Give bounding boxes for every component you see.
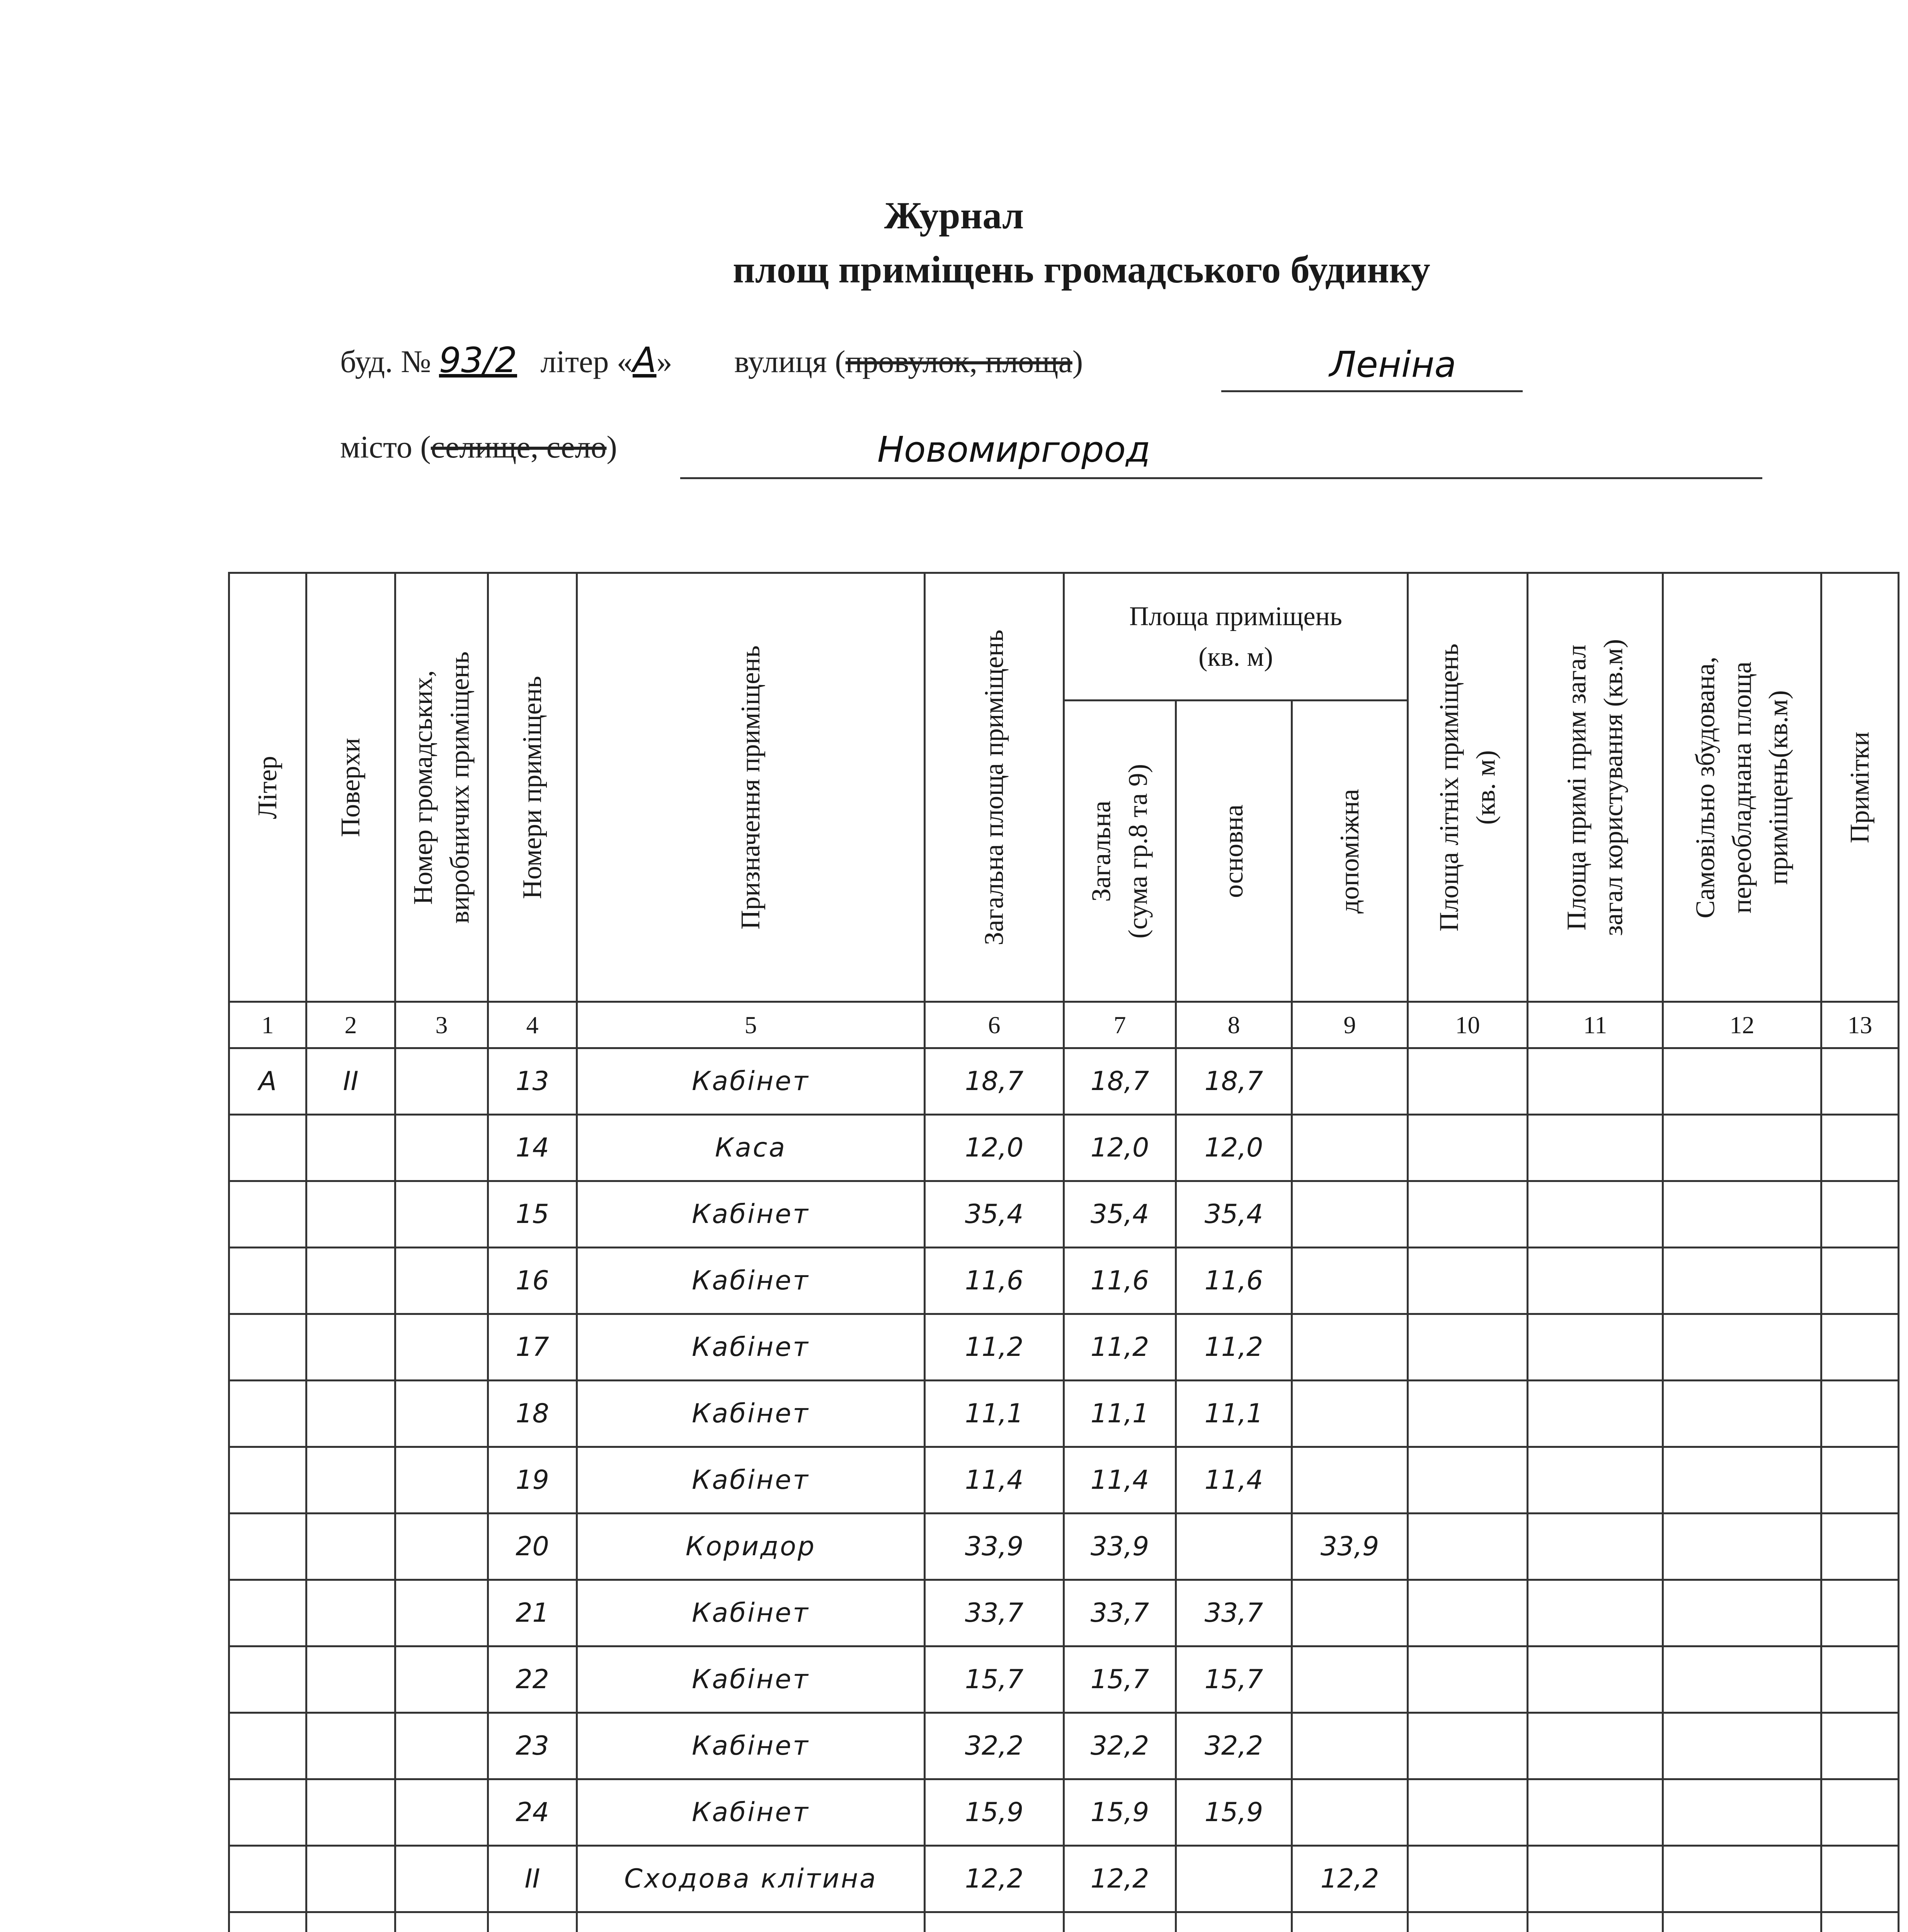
- notes-cell: [1821, 1514, 1899, 1580]
- room-number-cell: 18: [488, 1381, 577, 1447]
- public-room-cell: [395, 1580, 488, 1646]
- area-sum-cell: 32,2: [1064, 1713, 1176, 1779]
- floor-cell: [306, 1514, 395, 1580]
- unauth-area-cell: [1663, 1779, 1821, 1846]
- header-area-total: [1083, 764, 1156, 939]
- total-area-cell: 33,9: [925, 1514, 1064, 1580]
- header-area-aux: допоміжна: [1334, 789, 1365, 913]
- area-main-cell: 35,4: [1176, 1181, 1292, 1248]
- area-aux-cell: [1292, 1713, 1408, 1779]
- common-area-cell: [1528, 1115, 1663, 1181]
- table-row: [229, 1048, 1899, 1115]
- liter-cell: [229, 1381, 306, 1447]
- notes-cell: [1821, 1181, 1899, 1248]
- room-purpose-cell: Кабінет: [577, 1447, 925, 1514]
- common-area-cell: [1528, 1314, 1663, 1381]
- notes-cell: [1821, 1779, 1899, 1846]
- column-number: 12: [1663, 1002, 1821, 1048]
- area-sum-cell: 11,6: [1064, 1248, 1176, 1314]
- room-number-cell: 16: [488, 1248, 577, 1314]
- table-row: [229, 1447, 1899, 1514]
- area-total-line1: Загальна: [1086, 800, 1116, 902]
- notes-cell: [1821, 1580, 1899, 1646]
- public-room-cell: [395, 1381, 488, 1447]
- public-room-cell: [395, 1779, 488, 1846]
- liter-cell: [229, 1713, 306, 1779]
- summer-area-cell: [1408, 1779, 1528, 1846]
- table-row: [229, 1846, 1899, 1912]
- area-aux-cell: [1292, 1314, 1408, 1381]
- common-area-cell: [1528, 1381, 1663, 1447]
- table-row: [229, 1713, 1899, 1779]
- summer-area-cell: [1408, 1248, 1528, 1314]
- column-number: 4: [488, 1002, 577, 1048]
- room-number-cell: 15: [488, 1181, 577, 1248]
- unauth-area-cell: [1663, 1713, 1821, 1779]
- public-room-cell: [395, 1314, 488, 1381]
- liter-cell: [229, 1646, 306, 1713]
- unauth-area-cell: [1663, 1181, 1821, 1248]
- area-main-cell: 12,0: [1176, 1115, 1292, 1181]
- liter-cell: [229, 1779, 306, 1846]
- column-number: 11: [1528, 1002, 1663, 1048]
- city-underline: [680, 477, 1762, 479]
- summer-area-cell: [1408, 1115, 1528, 1181]
- liter-value: А: [632, 340, 657, 381]
- total-area-cell: 18,7: [925, 1048, 1064, 1115]
- floor-cell: [306, 1314, 395, 1381]
- unauth-area-cell: [1663, 1447, 1821, 1514]
- room-number-cell: 19: [488, 1447, 577, 1514]
- room-purpose-cell: Сходова клітина: [577, 1846, 925, 1912]
- room-purpose-cell: Коридор: [577, 1514, 925, 1580]
- room-purpose-cell: Кабінет: [577, 1381, 925, 1447]
- header-summer-area: [1431, 643, 1504, 931]
- area-aux-cell: 33,9: [1292, 1514, 1408, 1580]
- liter-cell: [229, 1846, 306, 1912]
- area-aux-cell: [1292, 1048, 1408, 1115]
- table-row: [229, 1646, 1899, 1713]
- area-main-cell: 15,7: [1176, 1646, 1292, 1713]
- total-area-cell: 33,7: [925, 1580, 1064, 1646]
- summer-area-cell: [1408, 1048, 1528, 1115]
- common-area-cell: [1528, 1779, 1663, 1846]
- unauth-area-cell: [1663, 1646, 1821, 1713]
- area-main-cell: 11,4: [1176, 1447, 1292, 1514]
- notes-cell: [1821, 1248, 1899, 1314]
- document-subtitle: площ приміщень громадського будинку: [733, 248, 1430, 291]
- room-purpose-cell: Кабінет: [577, 1048, 925, 1115]
- table-row: [229, 1514, 1899, 1580]
- summer-area-cell: [1408, 1580, 1528, 1646]
- summer-area-cell: [1408, 1314, 1528, 1381]
- notes-cell: [1821, 1115, 1899, 1181]
- floor-cell: [306, 1447, 395, 1514]
- notes-cell: [1821, 1846, 1899, 1912]
- total-area-cell: 11,6: [925, 1248, 1064, 1314]
- common-area-cell: [1528, 1580, 1663, 1646]
- unauth-area-cell: [1663, 1381, 1821, 1447]
- summer-area-line2: (кв. м): [1471, 750, 1501, 825]
- header-floors: Поверхи: [335, 738, 366, 837]
- bud-value: 93/2: [439, 340, 517, 381]
- floor-cell: [306, 1248, 395, 1314]
- area-main-cell: 18,7: [1176, 1048, 1292, 1115]
- table-row: [229, 1779, 1899, 1846]
- area-aux-cell: [1292, 1181, 1408, 1248]
- area-main-cell: 11,1: [1176, 1381, 1292, 1447]
- column-number: 7: [1064, 1002, 1176, 1048]
- unauth-area-cell: [1663, 1514, 1821, 1580]
- room-number-cell: 17: [488, 1314, 577, 1381]
- area-aux-cell: [1292, 1779, 1408, 1846]
- room-number-cell: 24: [488, 1779, 577, 1846]
- header-liter: Літер: [252, 755, 283, 819]
- room-purpose-cell: Каса: [577, 1115, 925, 1181]
- common-area-cell: [1528, 1248, 1663, 1314]
- empty-row: [229, 1912, 1899, 1932]
- area-group-title: Площа приміщень: [1129, 601, 1342, 631]
- table-row: [229, 1115, 1899, 1181]
- liter-label: літер «: [540, 344, 633, 379]
- total-area-cell: 12,0: [925, 1115, 1064, 1181]
- header-common-use-area: [1559, 639, 1632, 936]
- room-purpose-cell: Кабінет: [577, 1181, 925, 1248]
- header-public-rooms-number: Номер громадських, виробничих приміщень: [408, 651, 475, 923]
- floor-cell: [306, 1381, 395, 1447]
- public-room-cell: [395, 1713, 488, 1779]
- room-number-cell: 13: [488, 1048, 577, 1115]
- unauth-area-cell: [1663, 1314, 1821, 1381]
- total-area-cell: 32,2: [925, 1713, 1064, 1779]
- total-area-cell: 35,4: [925, 1181, 1064, 1248]
- area-sum-cell: 12,0: [1064, 1115, 1176, 1181]
- header-notes: Примітки: [1845, 731, 1875, 843]
- areas-table: [228, 572, 1899, 1932]
- liter-close: »: [656, 344, 672, 379]
- unauth-area-cell: [1663, 1580, 1821, 1646]
- header-area-main: основна: [1219, 804, 1249, 898]
- public-room-cell: [395, 1181, 488, 1248]
- common-area-cell: [1528, 1713, 1663, 1779]
- column-numbers-row: [229, 1002, 1899, 1048]
- area-sum-cell: 18,7: [1064, 1048, 1176, 1115]
- floor-cell: [306, 1115, 395, 1181]
- liter-cell: А: [229, 1048, 306, 1115]
- room-number-cell: 20: [488, 1514, 577, 1580]
- room-number-cell: II: [488, 1846, 577, 1912]
- column-number: 10: [1408, 1002, 1528, 1048]
- summer-area-cell: [1408, 1846, 1528, 1912]
- room-purpose-cell: Кабінет: [577, 1314, 925, 1381]
- floor-cell: [306, 1846, 395, 1912]
- street-underline: [1221, 390, 1523, 392]
- table-row: [229, 1381, 1899, 1447]
- area-aux-cell: [1292, 1248, 1408, 1314]
- notes-cell: [1821, 1381, 1899, 1447]
- common-area-line2: загал користування (кв.м): [1598, 639, 1628, 936]
- header-area-group: [1064, 573, 1408, 701]
- area-main-cell: 32,2: [1176, 1713, 1292, 1779]
- common-area-cell: [1528, 1447, 1663, 1514]
- area-sum-cell: 33,9: [1064, 1514, 1176, 1580]
- city-line: [340, 429, 617, 465]
- area-main-cell: 33,7: [1176, 1580, 1292, 1646]
- street-value: Леніна: [1329, 344, 1457, 385]
- area-aux-cell: [1292, 1447, 1408, 1514]
- building-line: [340, 340, 1083, 381]
- room-number-cell: 21: [488, 1580, 577, 1646]
- summer-area-line1: Площа літніх приміщень: [1434, 643, 1464, 932]
- floor-cell: [306, 1713, 395, 1779]
- liter-cell: [229, 1447, 306, 1514]
- public-room-cell: [395, 1646, 488, 1713]
- column-number: 8: [1176, 1002, 1292, 1048]
- common-area-cell: [1528, 1514, 1663, 1580]
- liter-cell: [229, 1181, 306, 1248]
- area-aux-cell: 12,2: [1292, 1846, 1408, 1912]
- summer-area-cell: [1408, 1447, 1528, 1514]
- room-number-cell: 22: [488, 1646, 577, 1713]
- liter-cell: [229, 1248, 306, 1314]
- floor-cell: [306, 1181, 395, 1248]
- common-area-cell: [1528, 1048, 1663, 1115]
- area-aux-cell: [1292, 1115, 1408, 1181]
- common-area-cell: [1528, 1646, 1663, 1713]
- area-main-cell: [1176, 1514, 1292, 1580]
- floor-cell: [306, 1580, 395, 1646]
- notes-cell: [1821, 1713, 1899, 1779]
- common-area-cell: [1528, 1846, 1663, 1912]
- column-number: 3: [395, 1002, 488, 1048]
- area-group-unit: (кв. м): [1198, 642, 1273, 672]
- document-title: Журнал: [884, 194, 1024, 237]
- total-area-cell: 11,4: [925, 1447, 1064, 1514]
- total-area-cell: 15,7: [925, 1646, 1064, 1713]
- city-label: місто (: [340, 429, 431, 464]
- liter-cell: [229, 1115, 306, 1181]
- column-number: 1: [229, 1002, 306, 1048]
- area-sum-cell: 33,7: [1064, 1580, 1176, 1646]
- column-number: 2: [306, 1002, 395, 1048]
- total-area-cell: 15,9: [925, 1779, 1064, 1846]
- summer-area-cell: [1408, 1381, 1528, 1447]
- column-number: 9: [1292, 1002, 1408, 1048]
- unauth-area-cell: [1663, 1248, 1821, 1314]
- public-room-cell: [395, 1846, 488, 1912]
- summer-area-cell: [1408, 1713, 1528, 1779]
- area-sum-cell: 12,2: [1064, 1846, 1176, 1912]
- room-purpose-cell: Кабінет: [577, 1779, 925, 1846]
- unauth-area-cell: [1663, 1048, 1821, 1115]
- header-room-purpose: Призначення приміщень: [735, 645, 766, 930]
- area-aux-cell: [1292, 1646, 1408, 1713]
- header-room-numbers: Номери приміщень: [517, 675, 547, 899]
- unauth-area-cell: [1663, 1846, 1821, 1912]
- area-sum-cell: 11,2: [1064, 1314, 1176, 1381]
- summer-area-cell: [1408, 1514, 1528, 1580]
- total-area-cell: 11,2: [925, 1314, 1064, 1381]
- common-area-cell: [1528, 1181, 1663, 1248]
- area-aux-cell: [1292, 1580, 1408, 1646]
- area-sum-cell: 15,7: [1064, 1646, 1176, 1713]
- header-row-1: [229, 573, 1899, 701]
- public-room-cell: [395, 1248, 488, 1314]
- area-sum-cell: 11,1: [1064, 1381, 1176, 1447]
- room-purpose-cell: Кабінет: [577, 1580, 925, 1646]
- area-sum-cell: 11,4: [1064, 1447, 1176, 1514]
- summer-area-cell: [1408, 1181, 1528, 1248]
- public-room-cell: [395, 1048, 488, 1115]
- total-area-cell: 12,2: [925, 1846, 1064, 1912]
- city-value: Новомиргород: [877, 429, 1151, 470]
- column-number: 5: [577, 1002, 925, 1048]
- unauth-line3: приміщень(кв.м): [1763, 690, 1793, 885]
- common-area-line1: Площа примі прим загал: [1562, 644, 1591, 930]
- table-row: [229, 1314, 1899, 1381]
- table-row: [229, 1248, 1899, 1314]
- street-strike: провулок, площа: [845, 344, 1072, 379]
- notes-cell: [1821, 1314, 1899, 1381]
- notes-cell: [1821, 1048, 1899, 1115]
- area-main-cell: 11,6: [1176, 1248, 1292, 1314]
- liter-cell: [229, 1514, 306, 1580]
- city-close: ): [606, 429, 617, 464]
- area-main-cell: 15,9: [1176, 1779, 1292, 1846]
- column-number: 13: [1821, 1002, 1899, 1048]
- bud-label: буд. №: [340, 344, 431, 379]
- area-total-line2: (сума гр.8 та 9): [1123, 764, 1153, 939]
- liter-cell: [229, 1580, 306, 1646]
- street-close: ): [1072, 344, 1083, 379]
- street-label: вулиця (: [734, 344, 846, 379]
- room-purpose-cell: Кабінет: [577, 1248, 925, 1314]
- table-row: [229, 1181, 1899, 1248]
- floor-cell: [306, 1646, 395, 1713]
- room-number-cell: 23: [488, 1713, 577, 1779]
- data-rows: [229, 1048, 1899, 1912]
- unauth-area-cell: [1663, 1115, 1821, 1181]
- floor-cell: II: [306, 1048, 395, 1115]
- column-number: 6: [925, 1002, 1064, 1048]
- notes-cell: [1821, 1447, 1899, 1514]
- liter-cell: [229, 1314, 306, 1381]
- area-sum-cell: 35,4: [1064, 1181, 1176, 1248]
- unauth-line2: переобладнана площа: [1727, 661, 1757, 913]
- area-main-cell: 11,2: [1176, 1314, 1292, 1381]
- header-unauthorized-area: [1687, 656, 1797, 918]
- area-aux-cell: [1292, 1381, 1408, 1447]
- room-purpose-cell: Кабінет: [577, 1713, 925, 1779]
- total-area-cell: 11,1: [925, 1381, 1064, 1447]
- room-purpose-cell: Кабінет: [577, 1646, 925, 1713]
- header-total-area: Загальна площа приміщень: [979, 629, 1009, 946]
- area-main-cell: [1176, 1846, 1292, 1912]
- unauth-line1: Самовільно збудована,: [1690, 656, 1720, 918]
- public-room-cell: [395, 1447, 488, 1514]
- floor-cell: [306, 1779, 395, 1846]
- notes-cell: [1821, 1646, 1899, 1713]
- table-row: [229, 1580, 1899, 1646]
- room-number-cell: 14: [488, 1115, 577, 1181]
- summer-area-cell: [1408, 1646, 1528, 1713]
- public-room-cell: [395, 1514, 488, 1580]
- public-room-cell: [395, 1115, 488, 1181]
- area-sum-cell: 15,9: [1064, 1779, 1176, 1846]
- city-strike: селище, село: [431, 429, 607, 464]
